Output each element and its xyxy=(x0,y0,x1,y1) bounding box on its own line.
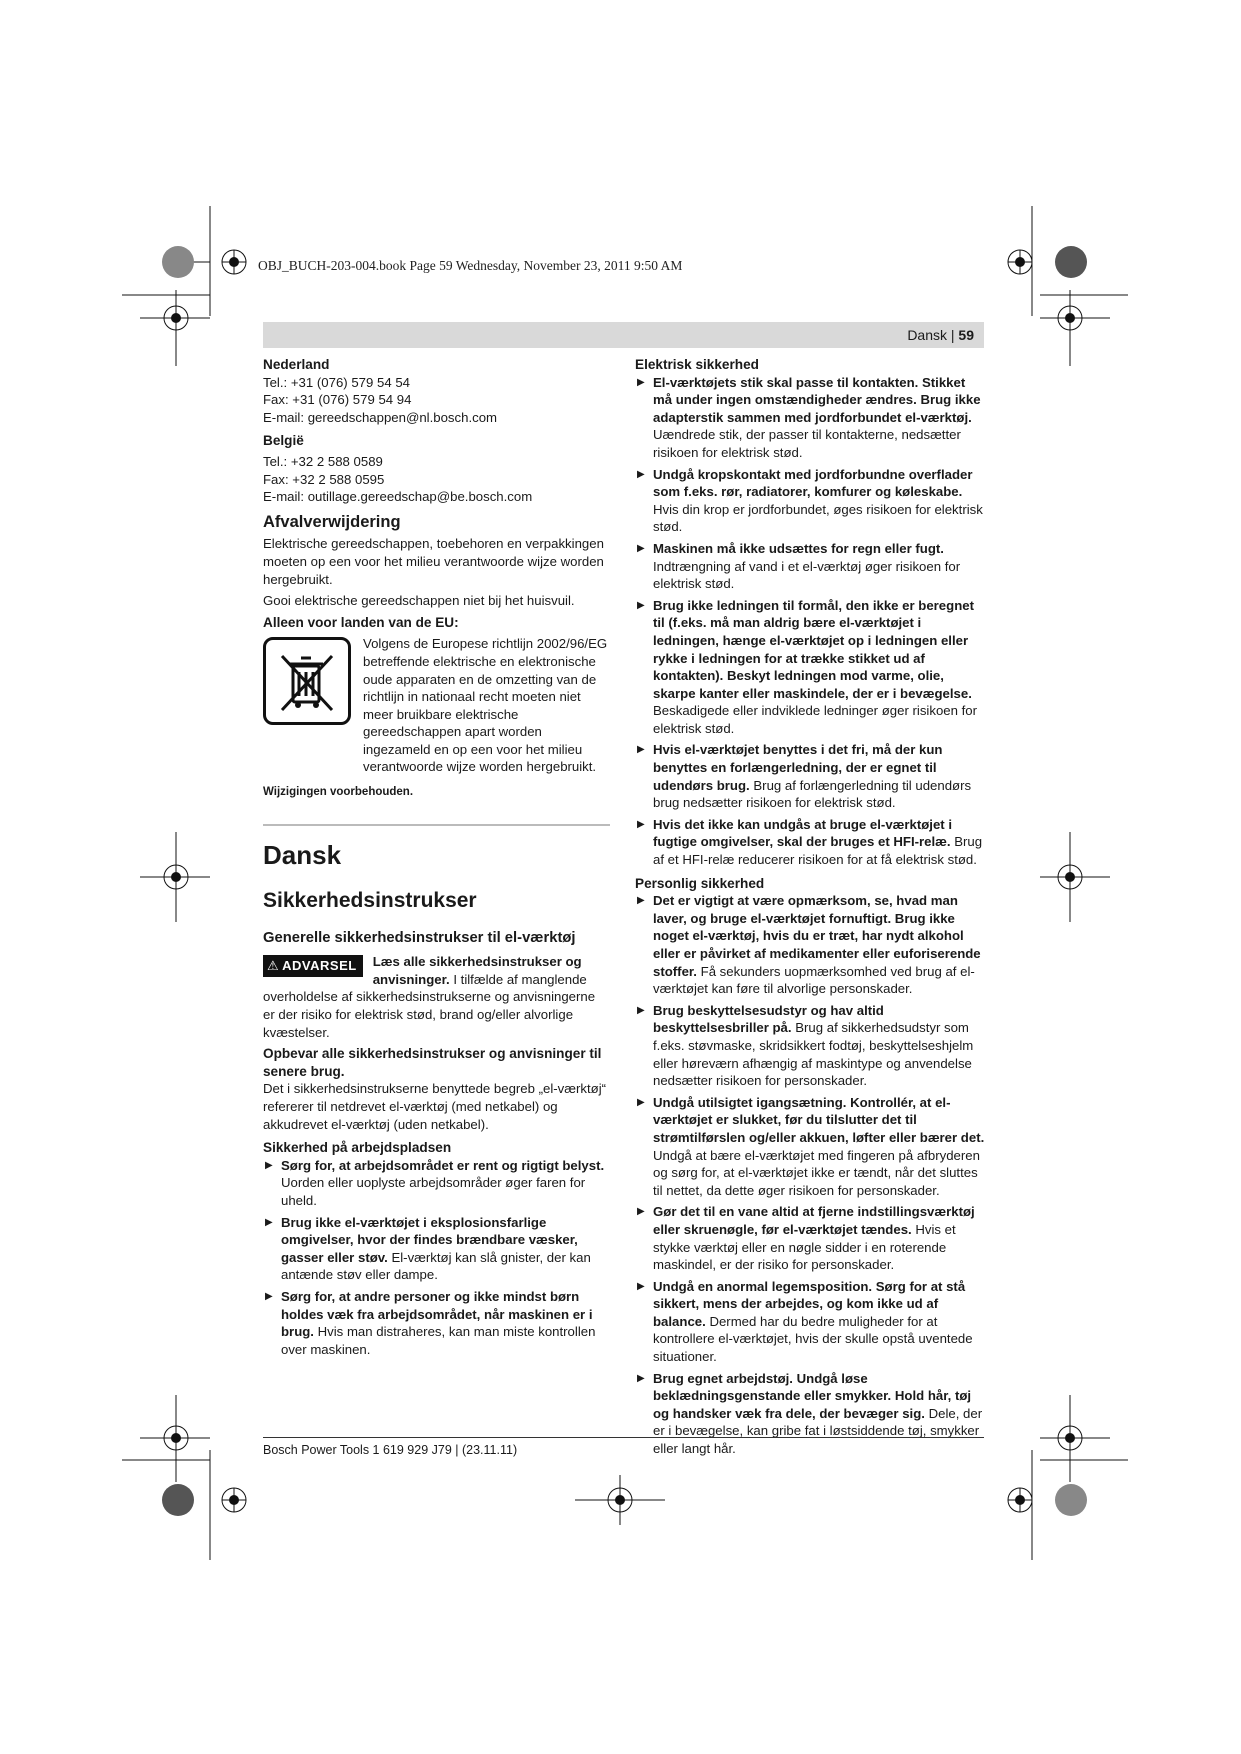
list-item-text: Uorden eller uoplyste arbejdsområder øger faren for uheld. xyxy=(281,1175,586,1208)
list-item-text: Uændrede stik, der passer til kontakterne, nedsætter risikoen for elektrisk stød. xyxy=(653,427,961,460)
list-item-bold: Undgå kropskontakt med jordforbundne overflader som f.eks. rør, radiatorer, komfurer og køleskabe. xyxy=(653,466,973,500)
list-item-bold: Det er vigtigt at være opmærksom, se, hvad man laver, og bruge el-værktøjet fornuftigt. Brug ikke noget el-værktøj, hvis du er træt, har nydt alkohol eller er påvirket af medikamenter eller euforiserende stoffer. xyxy=(653,893,981,979)
list-item-bold: Brug ikke el-værktøjet i eksplosionsfarlige omgivelser, hvor der findes brændbare væsker, gasser eller støv. xyxy=(281,1214,578,1265)
list-item xyxy=(263,1288,610,1358)
nl-email: E-mail: gereedschappen@nl.bosch.com xyxy=(263,409,498,425)
eu-heading: Alleen voor landen van de EU: xyxy=(263,614,459,630)
list-item-text: Få sekunders uopmærksomhed ved brug af el-værktøjet kan føre til alvorlige personskader. xyxy=(653,963,975,997)
warning-badge-label: ADVARSEL xyxy=(282,958,357,974)
be-fax: Fax: +32 2 588 0595 xyxy=(263,471,385,487)
bullet-arrow-icon: ▶ xyxy=(637,599,645,611)
list-item-bold: Undgå en anormal legemsposition. Sørg for at stå sikkert, mens der arbejdes, og kom ikke ud af balance. xyxy=(653,1278,966,1329)
list-item-bold: Maskinen må ikke udsættes for regn eller fugt. xyxy=(653,540,944,556)
list-item-text: Dermed har du bedre muligheder for at kontrollere el-værktøjet, hvis der skulle opstå uventede situationer. xyxy=(653,1313,973,1365)
electrical-list xyxy=(635,374,985,869)
term-definition: Det i sikkerhedsinstrukserne benyttede begreb „el-værktøj“ refererer til netdrevet el-værktøj (med netkabel) og akkudrevet el-værktøj (uden netkabel). xyxy=(263,1081,607,1132)
list-item xyxy=(635,597,985,738)
list-item-bold: Brug beskyttelsesudstyr og hav altid beskyttelsesbriller på. xyxy=(653,1002,884,1036)
list-item-text: Undgå at bære el-værktøjet med fingeren på afbryderen og sørg for, at el-værktøjet ikke er tændt, når det sluttes til nettet, da dette øger risikoen for personskader. xyxy=(653,1147,980,1198)
personal-list xyxy=(635,892,985,1457)
be-contact xyxy=(263,453,610,506)
section-heading: Sikkerhedsinstrukser xyxy=(263,888,477,912)
list-item xyxy=(263,1214,610,1284)
be-email: E-mail: outillage.gereedschap@be.bosch.com xyxy=(263,489,533,505)
list-item-bold: Brug ikke ledningen til formål, den ikke er beregnet til (f.eks. må man aldrig bære el-værktøjet i ledningen, hænge el-værktøjet op i ledningen eller rykke i ledningen for at trække stikket ud af kontakten). Beskyt ledningen mod varme, olie, skarpe kanter eller maskindele, der er i bevægelse. xyxy=(653,597,974,701)
list-item-text: Hvis et stykke værktøj eller en nøgle sidder i en roterende maskindel, er der risiko for personskader. xyxy=(653,1221,956,1273)
bullet-arrow-icon: ▶ xyxy=(265,1290,273,1302)
list-item xyxy=(635,374,985,462)
list-item-text: Indtrængning af vand i et el-værktøj øger risikoen for elektrisk stød. xyxy=(653,558,961,592)
list-item xyxy=(635,816,985,869)
nl-heading: Nederland xyxy=(263,357,330,372)
list-item-text: Brug af et HFI-relæ reducerer risikoen for at få elektrisk stød. xyxy=(653,834,983,868)
personal-heading: Personlig sikkerhed xyxy=(635,875,765,891)
bullet-arrow-icon: ▶ xyxy=(637,376,645,388)
list-item-bold: Gør det til en vane altid at fjerne indstillingsværktøj eller skruenøgle, før el-værktøjet tændes. xyxy=(653,1204,975,1237)
bullet-arrow-icon: ▶ xyxy=(265,1159,273,1171)
nl-contact xyxy=(263,374,610,427)
list-item-text: Dele, der er i bevægelse, kan gribe fat i løstsiddende tøj, smykker eller langt hår. xyxy=(653,1405,983,1457)
left-column xyxy=(263,356,610,1362)
changes-reserved-note: Wijzigingen voorbehouden. xyxy=(263,786,414,799)
bullet-arrow-icon: ▶ xyxy=(637,468,645,480)
list-item xyxy=(635,1002,985,1090)
bullet-arrow-icon: ▶ xyxy=(637,1096,645,1108)
section-divider xyxy=(263,824,610,826)
list-item-bold: Sørg for, at arbejdsområdet er rent og rigtigt belyst. xyxy=(281,1157,605,1173)
list-item xyxy=(635,892,985,998)
nl-tel: Tel.: +31 (076) 579 54 54 xyxy=(263,374,410,390)
list-item-bold: El-værktøjets stik skal passe til kontakten. Stikket må under ingen omstændigheder ændres. Brug ikke adapterstik sammen med jordforbundet el-værktøj. xyxy=(653,374,981,425)
afval-heading: Afvalverwijdering xyxy=(263,512,401,531)
eu-directive-text: Volgens de Europese richtlijn 2002/96/EG betreffende elektrische en elektronische oude apparaten en de omzetting van de richtlijn in nationaal recht moeten niet meer bruikbare elektrische gereedschappen apart worden ingezameld en op een voor het milieu verantwoorde wijze worden hergebruikt. xyxy=(363,636,608,775)
workplace-list xyxy=(263,1157,610,1359)
eu-disposal-block xyxy=(263,635,610,776)
bullet-arrow-icon: ▶ xyxy=(637,1004,645,1016)
language-heading: Dansk xyxy=(263,839,342,870)
list-item-text: Hvis din krop er jordforbundet, øges risikoen for elektrisk stød. xyxy=(653,501,983,535)
afval-paragraph-2: Gooi elektrische gereedschappen niet bij het huisvuil. xyxy=(263,593,575,609)
warning-badge xyxy=(263,955,363,977)
list-item-bold: Brug egnet arbejdstøj. Undgå løse beklædningsgenstande eller smykker. Hold hår, tøj og handsker væk fra dele, der bevæger sig. xyxy=(653,1370,972,1421)
bullet-arrow-icon: ▶ xyxy=(637,1280,645,1292)
bullet-arrow-icon: ▶ xyxy=(265,1216,273,1228)
afval-paragraph-1: Elektrische gereedschappen, toebehoren en verpakkingen moeten op een voor het milieu verantwoorde wijze worden hergebruikt. xyxy=(263,536,604,587)
workplace-heading: Sikkerhed på arbejdspladsen xyxy=(263,1140,452,1156)
electrical-heading: Elektrisk sikkerhed xyxy=(635,357,759,372)
be-tel: Tel.: +32 2 588 0589 xyxy=(263,453,383,469)
footer-rule xyxy=(263,1437,984,1438)
list-item-text: El-værktøj kan slå gnister, der kan antænde støv eller dampe. xyxy=(281,1249,591,1283)
be-heading: België xyxy=(263,433,304,449)
subsection-heading: Generelle sikkerhedsinstrukser til el-værktøj xyxy=(263,929,576,946)
page-number: 59 xyxy=(958,327,974,343)
bullet-arrow-icon: ▶ xyxy=(637,818,645,830)
list-item-bold: Hvis el-værktøjet benyttes i det fri, må der kun benyttes en forlængerledning, der er egnet til udendørs brug. xyxy=(653,742,943,793)
right-column xyxy=(635,356,985,1462)
warning-text: I tilfælde af manglende overholdelse af sikkerhedsinstrukserne og anvisningerne er der risiko for elektrisk stød, brand og/eller alvorlige kvæstelser. xyxy=(263,971,596,1040)
page-header xyxy=(263,322,984,348)
bullet-arrow-icon: ▶ xyxy=(637,542,645,554)
page-footer: Bosch Power Tools 1 619 929 J79 | (23.11.11) xyxy=(263,1443,518,1457)
list-item xyxy=(635,1278,985,1366)
list-item xyxy=(635,741,985,811)
bullet-arrow-icon: ▶ xyxy=(637,1206,645,1218)
list-item-bold: Undgå utilsigtet igangsætning. Kontrollér, at el-værktøjet er slukket, før du tilslutter det til strømtilførslen og/eller akkuen, løfter eller bærer det. xyxy=(653,1094,985,1145)
list-item-text: Brug af sikkerhedsudstyr som f.eks. støvmaske, skridsikkert fodtøj, beskyttelseshjelm eller høreværn afhængig af maskintype og anvendelse nedsætter risikoen for personskader. xyxy=(653,1020,974,1089)
bullet-arrow-icon: ▶ xyxy=(637,1372,645,1384)
list-item-bold: Sørg for, at andre personer og ikke mindst børn holdes væk fra arbejdsområdet, når maskinen er i brug. xyxy=(281,1288,593,1340)
header-language: Dansk xyxy=(907,327,947,343)
keep-instructions-note: Opbevar alle sikkerhedsinstrukser og anvisninger til senere brug. xyxy=(263,1046,602,1079)
list-item xyxy=(635,1094,985,1200)
weee-bin-icon xyxy=(263,637,351,725)
list-item xyxy=(635,540,985,593)
list-item-text: Hvis man distraheres, kan man miste kontrollen over maskinen. xyxy=(281,1324,596,1357)
nl-fax: Fax: +31 (076) 579 54 94 xyxy=(263,392,412,408)
list-item-text: Brug af forlængerledning til udendørs brug nedsætter risikoen for elektrisk stød. xyxy=(653,777,972,811)
print-slug: OBJ_BUCH-203-004.book Page 59 Wednesday, November 23, 2011 9:50 AM xyxy=(258,258,683,273)
list-item xyxy=(635,1203,985,1273)
list-item xyxy=(635,1370,985,1458)
list-item xyxy=(263,1157,610,1210)
warning-paragraph xyxy=(263,953,610,1041)
warning-triangle-icon: ⚠ xyxy=(267,958,280,974)
list-item-text: Beskadigede eller indviklede ledninger øger risikoen for elektrisk stød. xyxy=(653,703,978,736)
bullet-arrow-icon: ▶ xyxy=(637,895,645,907)
list-item-bold: Hvis det ikke kan undgås at bruge el-værktøjet i fugtige omgivelser, skal der bruges et HFI-relæ. xyxy=(653,816,953,850)
warning-bold-text: Læs alle sikkerhedsinstrukser og anvisninger. xyxy=(372,954,582,987)
header-label: Dansk | 59 xyxy=(899,322,984,348)
list-item xyxy=(635,466,985,536)
bullet-arrow-icon: ▶ xyxy=(637,744,645,756)
